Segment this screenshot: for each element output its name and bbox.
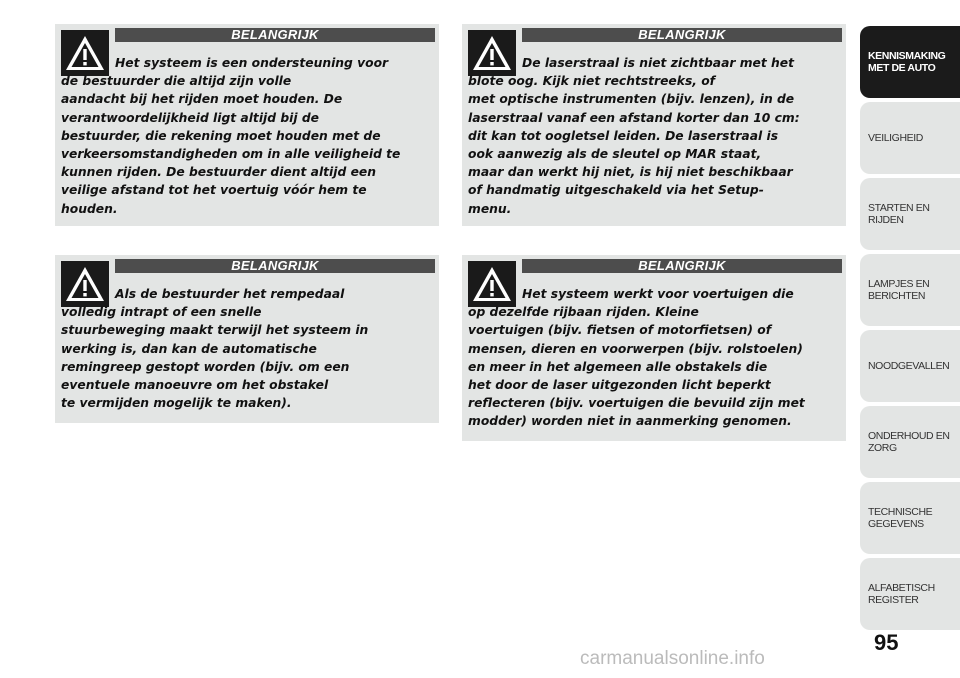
notice-box [462, 24, 846, 226]
notice-box [462, 255, 846, 441]
tab-noodgevallen[interactable]: NOODGEVALLEN [860, 330, 960, 402]
watermark: carmanualsonline.info [580, 648, 765, 669]
tab-alfabetisch-register[interactable]: ALFABETISCH REGISTER [860, 558, 960, 630]
tab-onderhoud-en-zorg[interactable]: ONDERHOUD EN ZORG [860, 406, 960, 478]
notice-text: Het systeem werkt voor voertuigen die op dezelfde rijbaan rijden. Kleine voertuigen (bijv. fietsen of motorfietsen) of mensen, dieren en voorwerpen (bijv. rolstoelen) en meer in het algemeen alle obstakels die het door de laser uitgezonden licht beperkt reflecteren (bijv. voertuigen die bevuild zijn met modder) worden niet in aanmerking genomen. [468, 287, 805, 429]
notice-header: BELANGRIJK [522, 259, 842, 273]
notice-box [55, 255, 439, 423]
notice-box [55, 24, 439, 226]
tab-starten-en-rijden[interactable]: STARTEN EN RIJDEN [860, 178, 960, 250]
notice-header: BELANGRIJK [522, 28, 842, 42]
tab-technische-gegevens[interactable]: TECHNISCHE GEGEVENS [860, 482, 960, 554]
notice-text: Als de bestuurder het rempedaal volledig intrapt of een snelle stuurbeweging maakt terwijl het systeem in werking is, dan kan de automatische remingreep gestopt worden (bijv. om een eventuele manoeuvre om het obstakel te vermijden mogelijk te maken). [61, 287, 369, 411]
notice-header: BELANGRIJK [115, 259, 435, 273]
chapter-nav [860, 0, 960, 640]
tab-kennismaking[interactable]: KENNISMAKING MET DE AUTO [860, 26, 960, 98]
page-number: 95 [874, 630, 899, 655]
tab-veiligheid[interactable]: VEILIGHEID [860, 102, 960, 174]
notice-text: Het systeem is een ondersteuning voor de bestuurder die altijd zijn volle aandacht bij het rijden moet houden. De verantwoordelijkheid ligt altijd bij de bestuurder, die rekening moet houden met de verkeersomstandigheden om in alle veiligheid te kunnen rijden. De bestuurder dient altijd een veilige afstand tot het voertuig vóór hem te houden. [61, 56, 401, 216]
notice-header: BELANGRIJK [115, 28, 435, 42]
tab-lampjes-en-berichten[interactable]: LAMPJES EN BERICHTEN [860, 254, 960, 326]
notice-text: De laserstraal is niet zichtbaar met het blote oog. Kijk niet rechtstreeks, of met optische instrumenten (bijv. lenzen), in de laserstraal vanaf een afstand korter dan 10 cm: dit kan tot oogletsel leiden. De laserstraal is ook aanwezig als de sleutel op MAR staat, maar dan werkt hij niet, is hij niet beschikbaar of handmatig uitgeschakeld via het Setup- menu. [468, 56, 800, 216]
